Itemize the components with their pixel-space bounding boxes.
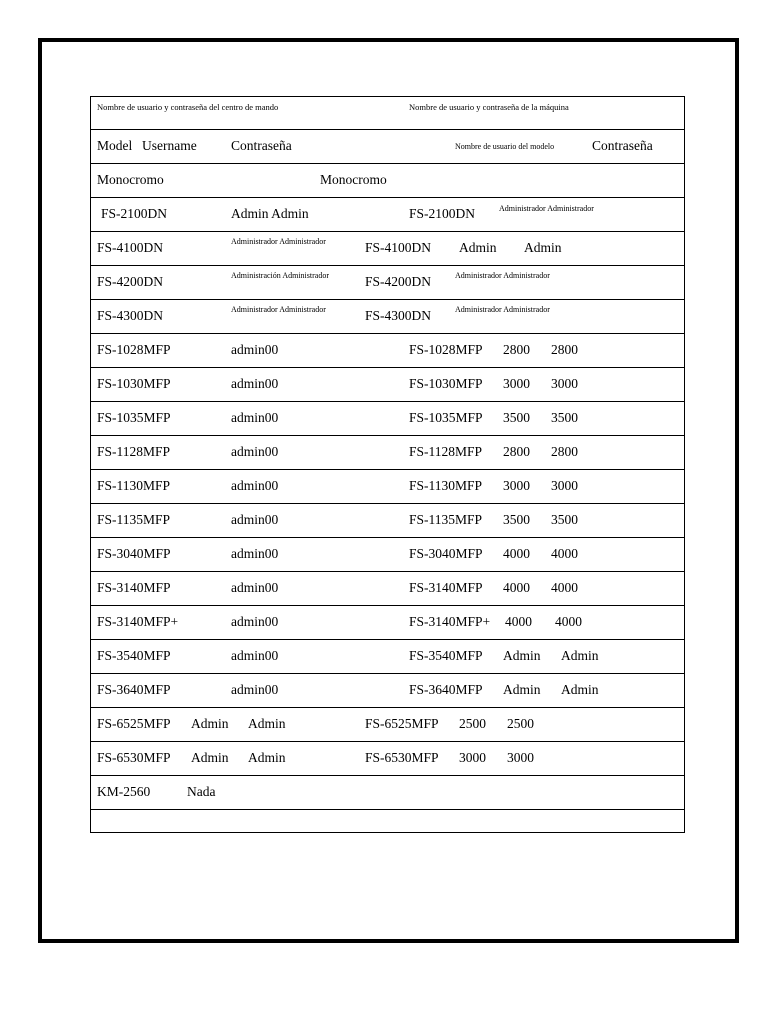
right-credentials: Administrador Administrador	[455, 271, 550, 280]
left-credentials: Administración Administrador	[231, 271, 329, 280]
left-credentials: admin00	[231, 376, 279, 391]
right-model: FS-3040MFP	[409, 546, 483, 561]
table-row	[91, 538, 684, 572]
left-model: FS-4300DN	[97, 308, 164, 323]
right-password: 4000	[555, 614, 582, 629]
right-password: 3000	[551, 478, 578, 493]
right-model: FS-4300DN	[365, 308, 432, 323]
right-username: 4000	[505, 614, 532, 629]
right-username: 2800	[503, 444, 530, 459]
right-credentials: Administrador Administrador	[499, 204, 594, 213]
left-model: FS-1030MFP	[97, 376, 171, 391]
right-username: 4000	[503, 580, 530, 595]
left-credentials: admin00	[231, 410, 279, 425]
right-username: 3500	[503, 410, 530, 425]
left-model: FS-2100DN	[101, 206, 168, 221]
left-model: FS-3540MFP	[97, 648, 171, 663]
right-password: 3500	[551, 410, 578, 425]
col-password-left: Contraseña	[231, 138, 292, 153]
table-row	[91, 300, 684, 334]
right-model: FS-3140MFP	[409, 580, 483, 595]
left-model: FS-1035MFP	[97, 410, 171, 425]
right-model: FS-1135MFP	[409, 512, 483, 527]
left-credentials: Admin Admin	[231, 206, 309, 221]
right-model: FS-4200DN	[365, 274, 432, 289]
left-model: FS-3640MFP	[97, 682, 171, 697]
table-row	[91, 402, 684, 436]
right-model: FS-1035MFP	[409, 410, 483, 425]
table-row	[91, 776, 684, 810]
col-username-model-right: Nombre de usuario del modelo	[455, 142, 555, 151]
right-password: 3000	[551, 376, 578, 391]
left-model: KM-2560	[97, 784, 151, 799]
table-row	[91, 504, 684, 538]
table-row	[91, 334, 684, 368]
right-model: FS-3140MFP+	[409, 614, 491, 629]
right-model: FS-1030MFP	[409, 376, 483, 391]
left-model: FS-4200DN	[97, 274, 164, 289]
left-model: FS-1130MFP	[97, 478, 171, 493]
right-model: FS-1028MFP	[409, 342, 483, 357]
table-row	[91, 640, 684, 674]
left-credentials: Administrador Administrador	[231, 237, 326, 246]
left-credentials: Nada	[187, 784, 216, 799]
right-username: 3500	[503, 512, 530, 527]
right-model: FS-6525MFP	[365, 716, 439, 731]
right-model: FS-3640MFP	[409, 682, 483, 697]
right-password: 4000	[551, 580, 578, 595]
left-credentials: Administrador Administrador	[231, 305, 326, 314]
left-model: FS-4100DN	[97, 240, 164, 255]
table-row	[91, 368, 684, 402]
right-username: Admin	[459, 240, 497, 255]
table-row	[91, 470, 684, 504]
left-credentials: admin00	[231, 342, 279, 357]
right-model: FS-3540MFP	[409, 648, 483, 663]
left-credentials: admin00	[231, 512, 279, 527]
table-row	[91, 232, 684, 266]
right-username: 3000	[503, 478, 530, 493]
left-model: FS-3040MFP	[97, 546, 171, 561]
right-username: 2500	[459, 716, 486, 731]
left-model: FS-1128MFP	[97, 444, 171, 459]
table-row	[91, 266, 684, 300]
right-model: FS-2100DN	[409, 206, 476, 221]
right-model: FS-1130MFP	[409, 478, 483, 493]
left-password: Admin	[248, 716, 286, 731]
left-model: FS-6530MFP	[97, 750, 171, 765]
left-model: FS-1028MFP	[97, 342, 171, 357]
right-model: FS-4100DN	[365, 240, 432, 255]
table-row	[91, 742, 684, 776]
left-credentials: admin00	[231, 478, 279, 493]
left-model: FS-6525MFP	[97, 716, 171, 731]
right-password: 3500	[551, 512, 578, 527]
table-row	[91, 572, 684, 606]
column-labels-row	[91, 130, 684, 164]
header-left: Nombre de usuario y contraseña del centro de mando	[97, 102, 279, 112]
col-model: Model	[97, 138, 133, 153]
left-credentials: admin00	[231, 546, 279, 561]
left-credentials: admin00	[231, 580, 279, 595]
right-password: 3000	[507, 750, 534, 765]
left-model: FS-3140MFP+	[97, 614, 179, 629]
right-password: 2800	[551, 342, 578, 357]
col-password-right: Contraseña	[592, 138, 653, 153]
header-right: Nombre de usuario y contraseña de la máquina	[409, 102, 569, 112]
table-header-row	[91, 97, 684, 130]
col-username: Username	[142, 138, 197, 153]
right-password: Admin	[561, 648, 599, 663]
right-password: 2800	[551, 444, 578, 459]
right-password: 4000	[551, 546, 578, 561]
right-model: FS-1128MFP	[409, 444, 483, 459]
right-password: 2500	[507, 716, 534, 731]
left-username: Admin	[191, 750, 229, 765]
left-credentials: admin00	[231, 648, 279, 663]
left-username: Admin	[191, 716, 229, 731]
left-model: FS-3140MFP	[97, 580, 171, 595]
right-username: 2800	[503, 342, 530, 357]
right-model: FS-6530MFP	[365, 750, 439, 765]
empty-row	[91, 810, 684, 832]
table-row	[91, 198, 684, 232]
right-username: Admin	[503, 648, 541, 663]
right-password: Admin	[524, 240, 562, 255]
right-username: 3000	[459, 750, 486, 765]
section-right: Monocromo	[320, 172, 387, 187]
table-row	[91, 606, 684, 640]
section-row	[91, 164, 684, 198]
table-row	[91, 708, 684, 742]
credentials-table	[90, 96, 685, 833]
section-left: Monocromo	[97, 172, 164, 187]
left-model: FS-1135MFP	[97, 512, 171, 527]
right-credentials: Administrador Administrador	[455, 305, 550, 314]
right-username: 3000	[503, 376, 530, 391]
right-password: Admin	[561, 682, 599, 697]
table-row	[91, 436, 684, 470]
left-credentials: admin00	[231, 682, 279, 697]
right-username: 4000	[503, 546, 530, 561]
left-credentials: admin00	[231, 444, 279, 459]
left-password: Admin	[248, 750, 286, 765]
table-row	[91, 674, 684, 708]
right-username: Admin	[503, 682, 541, 697]
left-credentials: admin00	[231, 614, 279, 629]
